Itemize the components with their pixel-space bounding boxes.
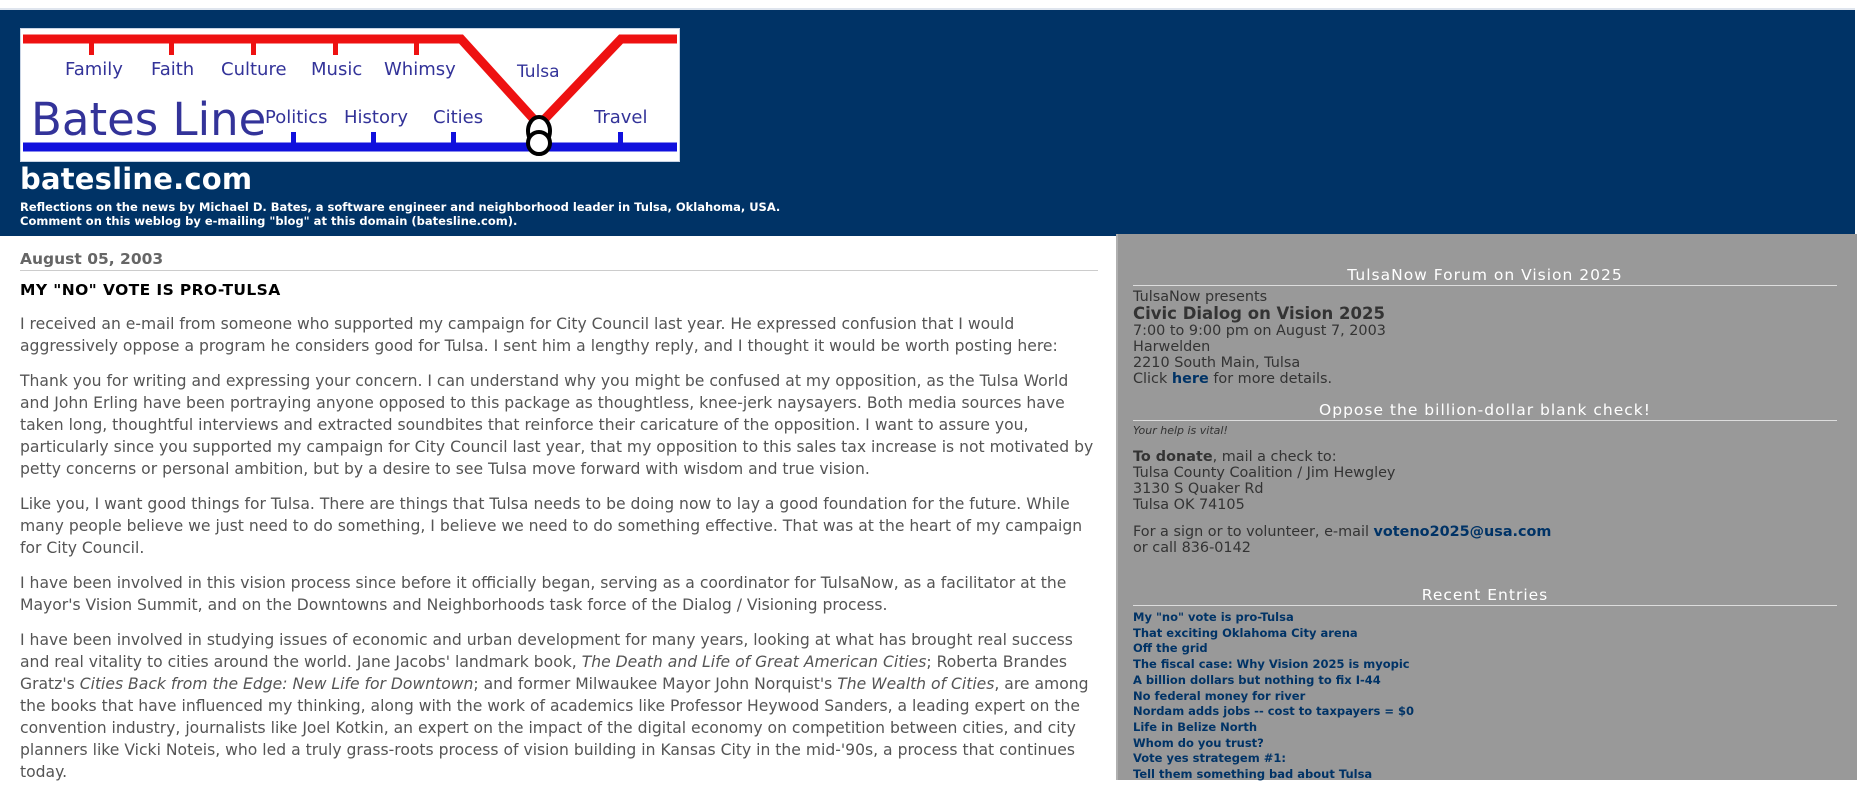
- stop-tick: [414, 39, 419, 55]
- forum-title: TulsaNow Forum on Vision 2025: [1133, 266, 1837, 286]
- recent-title: Recent Entries: [1133, 586, 1837, 606]
- stop-tick: [89, 39, 94, 55]
- oppose-title: Oppose the billion-dollar blank check!: [1133, 401, 1837, 421]
- forum-details: [1133, 371, 1862, 387]
- oppose-help: Your help is vital!: [1133, 424, 1228, 437]
- stop-music: Music: [311, 59, 363, 80]
- recent-entry-link[interactable]: The fiscal case: Why Vision 2025 is myopic: [1133, 657, 1410, 672]
- recent-entry-link[interactable]: Nordam adds jobs -- cost to taxpayers = $0: [1133, 704, 1414, 719]
- text-span: , are among the books that have influenced my thinking, along with the work of academics like Professor Heywood Sanders, a leading expert on the convention industry, journalists like Joel Kotkin, an expert on the impact of the digital economy on competition between cities, and city planners like Vicki Noteis, who led a truly grass-roots process of vision building in Kansas City in the mid-'90s, a process that continues today.: [20, 675, 1089, 781]
- stop-tick: [333, 39, 338, 55]
- text-span: For a sign or to volunteer, e-mail: [1133, 524, 1374, 540]
- site-description: [20, 200, 780, 228]
- recent-entry-link[interactable]: Whom do you trust?: [1133, 735, 1264, 750]
- post-title: MY "NO" VOTE IS PRO-TULSA: [20, 281, 281, 299]
- address-line: Tulsa OK 74105: [1133, 497, 1245, 513]
- recent-entry-link[interactable]: Off the grid: [1133, 641, 1208, 656]
- text-span: for more details.: [1208, 371, 1333, 387]
- recent-entry-link[interactable]: That exciting Oklahoma City arena: [1133, 625, 1358, 640]
- stop-cities: Cities: [433, 107, 484, 128]
- stop-tick: [251, 39, 256, 55]
- bates-line-logo[interactable]: [20, 28, 680, 162]
- post-paragraph: Like you, I want good things for Tulsa. There are things that Tulsa needs to be doing now to lay a good foundation for the future. While many people believe we just need to do something, I believe we need to do something effective. That was at the heart of my campaign for City Council.: [20, 495, 1083, 557]
- forum-venue: Harwelden: [1133, 339, 1211, 355]
- stop-family: Family: [65, 59, 123, 80]
- volunteer-line: [1133, 524, 1862, 540]
- post-paragraph: I have been involved in this vision process since before it officially began, serving as a coordinator for TulsaNow, as a facilitator at the Mayor's Vision Summit, and on the Downtowns and Neighborhoods task force of the Dialog / Visioning process.: [20, 574, 1067, 614]
- stop-tick: [371, 132, 376, 148]
- forum-event: Civic Dialog on Vision 2025: [1133, 304, 1385, 323]
- stop-whimsy: Whimsy: [384, 59, 456, 80]
- forum-body: [1133, 289, 1862, 387]
- post-date: August 05, 2003: [20, 250, 1098, 271]
- site-description-line: Comment on this weblog by e-mailing "blog" at this domain (batesline.com).: [20, 214, 518, 228]
- post-paragraph: Thank you for writing and expressing your concern. I can understand why you might be confused at my opposition, as the Tulsa World and John Erling have been portraying anyone opposed to this package as thoughtless, knee-jerk naysayers. Both media sources have taken long, thoughtful interviews and extracted soundbites that reinforce their caricature of the opposition. I want to assure you, particularly since you supported my campaign for City Council last year, that my opposition to this sales tax increase is not motivated by petty concerns or personal ambition, but by a desire to see Tulsa move forward with wisdom and true vision.: [20, 372, 1094, 478]
- forum-presents: TulsaNow presents: [1133, 289, 1268, 305]
- recent-entry-link[interactable]: Vote yes strategem #1:: [1133, 751, 1286, 766]
- hub-station-icon: [528, 132, 550, 154]
- text-span: Click: [1133, 371, 1172, 387]
- site-description-line: Reflections on the news by Michael D. Bates, a software engineer and neighborhood leader in Tulsa, Oklahoma, USA.: [20, 200, 781, 214]
- donate-label: To donate: [1133, 449, 1213, 465]
- text-span: ; and former Milwaukee Mayor John Norquist's: [473, 675, 838, 693]
- stop-faith: Faith: [151, 59, 195, 80]
- stop-tick: [169, 39, 174, 55]
- phone-line: or call 836-0142: [1133, 540, 1251, 556]
- address-line: 3130 S Quaker Rd: [1133, 481, 1264, 497]
- recent-entry-link[interactable]: My "no" vote is pro-Tulsa: [1133, 610, 1294, 624]
- oppose-section: [1133, 401, 1862, 556]
- stop-tulsa: Tulsa: [517, 62, 560, 82]
- forum-time: 7:00 to 9:00 pm on August 7, 2003: [1133, 323, 1386, 339]
- logo-title: Bates Line: [31, 93, 267, 146]
- book-title: The Wealth of Cities: [837, 675, 995, 693]
- stop-tick: [618, 132, 623, 148]
- recent-list: [1133, 610, 1862, 783]
- stop-travel: Travel: [594, 107, 648, 128]
- recent-entries: [1133, 586, 1862, 783]
- post-paragraph: I received an e-mail from someone who supported my campaign for City Council last year. He expressed confusion that I would aggressively oppose a program he considers good for Tulsa. I sent him a lengthy reply, and I thought it would be worth posting here:: [20, 315, 1058, 355]
- sidebar: [1116, 234, 1857, 780]
- text-span: ; Roberta Brandes Gratz's: [20, 653, 1067, 693]
- site-title[interactable]: batesline.com: [20, 162, 253, 196]
- stop-culture: Culture: [221, 59, 287, 80]
- email-link[interactable]: voteno2025@usa.com: [1373, 524, 1552, 540]
- recent-entry-link[interactable]: Tell them something bad about Tulsa: [1133, 767, 1373, 782]
- donate-line: [1133, 449, 1862, 465]
- text-span: , mail a check to:: [1212, 449, 1337, 465]
- text-span: I have been involved in studying issues of economic and urban development for many years, looking at what has brought real success and real vitality to cities around the world. Jane Jacobs' landmark book,: [20, 631, 1073, 671]
- site-banner: [0, 8, 1855, 236]
- recent-entry-link[interactable]: Life in Belize North: [1133, 719, 1258, 734]
- forum-here-link[interactable]: here: [1171, 371, 1209, 387]
- stop-tick: [451, 132, 456, 148]
- recent-entry-link[interactable]: No federal money for river: [1133, 688, 1306, 703]
- address-line: Tulsa County Coalition / Jim Hewgley: [1133, 465, 1396, 481]
- forum-section: [1133, 266, 1862, 387]
- book-title: Cities Back from the Edge: New Life for Downtown: [79, 675, 474, 693]
- book-title: The Death and Life of Great American Cities: [581, 653, 927, 671]
- forum-address: 2210 South Main, Tulsa: [1133, 355, 1301, 371]
- main-content: [20, 250, 1098, 796]
- post-paragraph: [20, 629, 1098, 783]
- stop-politics: Politics: [265, 107, 328, 128]
- recent-entry-link[interactable]: A billion dollars but nothing to fix I-44: [1133, 672, 1381, 687]
- stop-tick: [291, 132, 296, 148]
- transit-map-logo: [21, 29, 679, 161]
- stop-history: History: [344, 107, 409, 128]
